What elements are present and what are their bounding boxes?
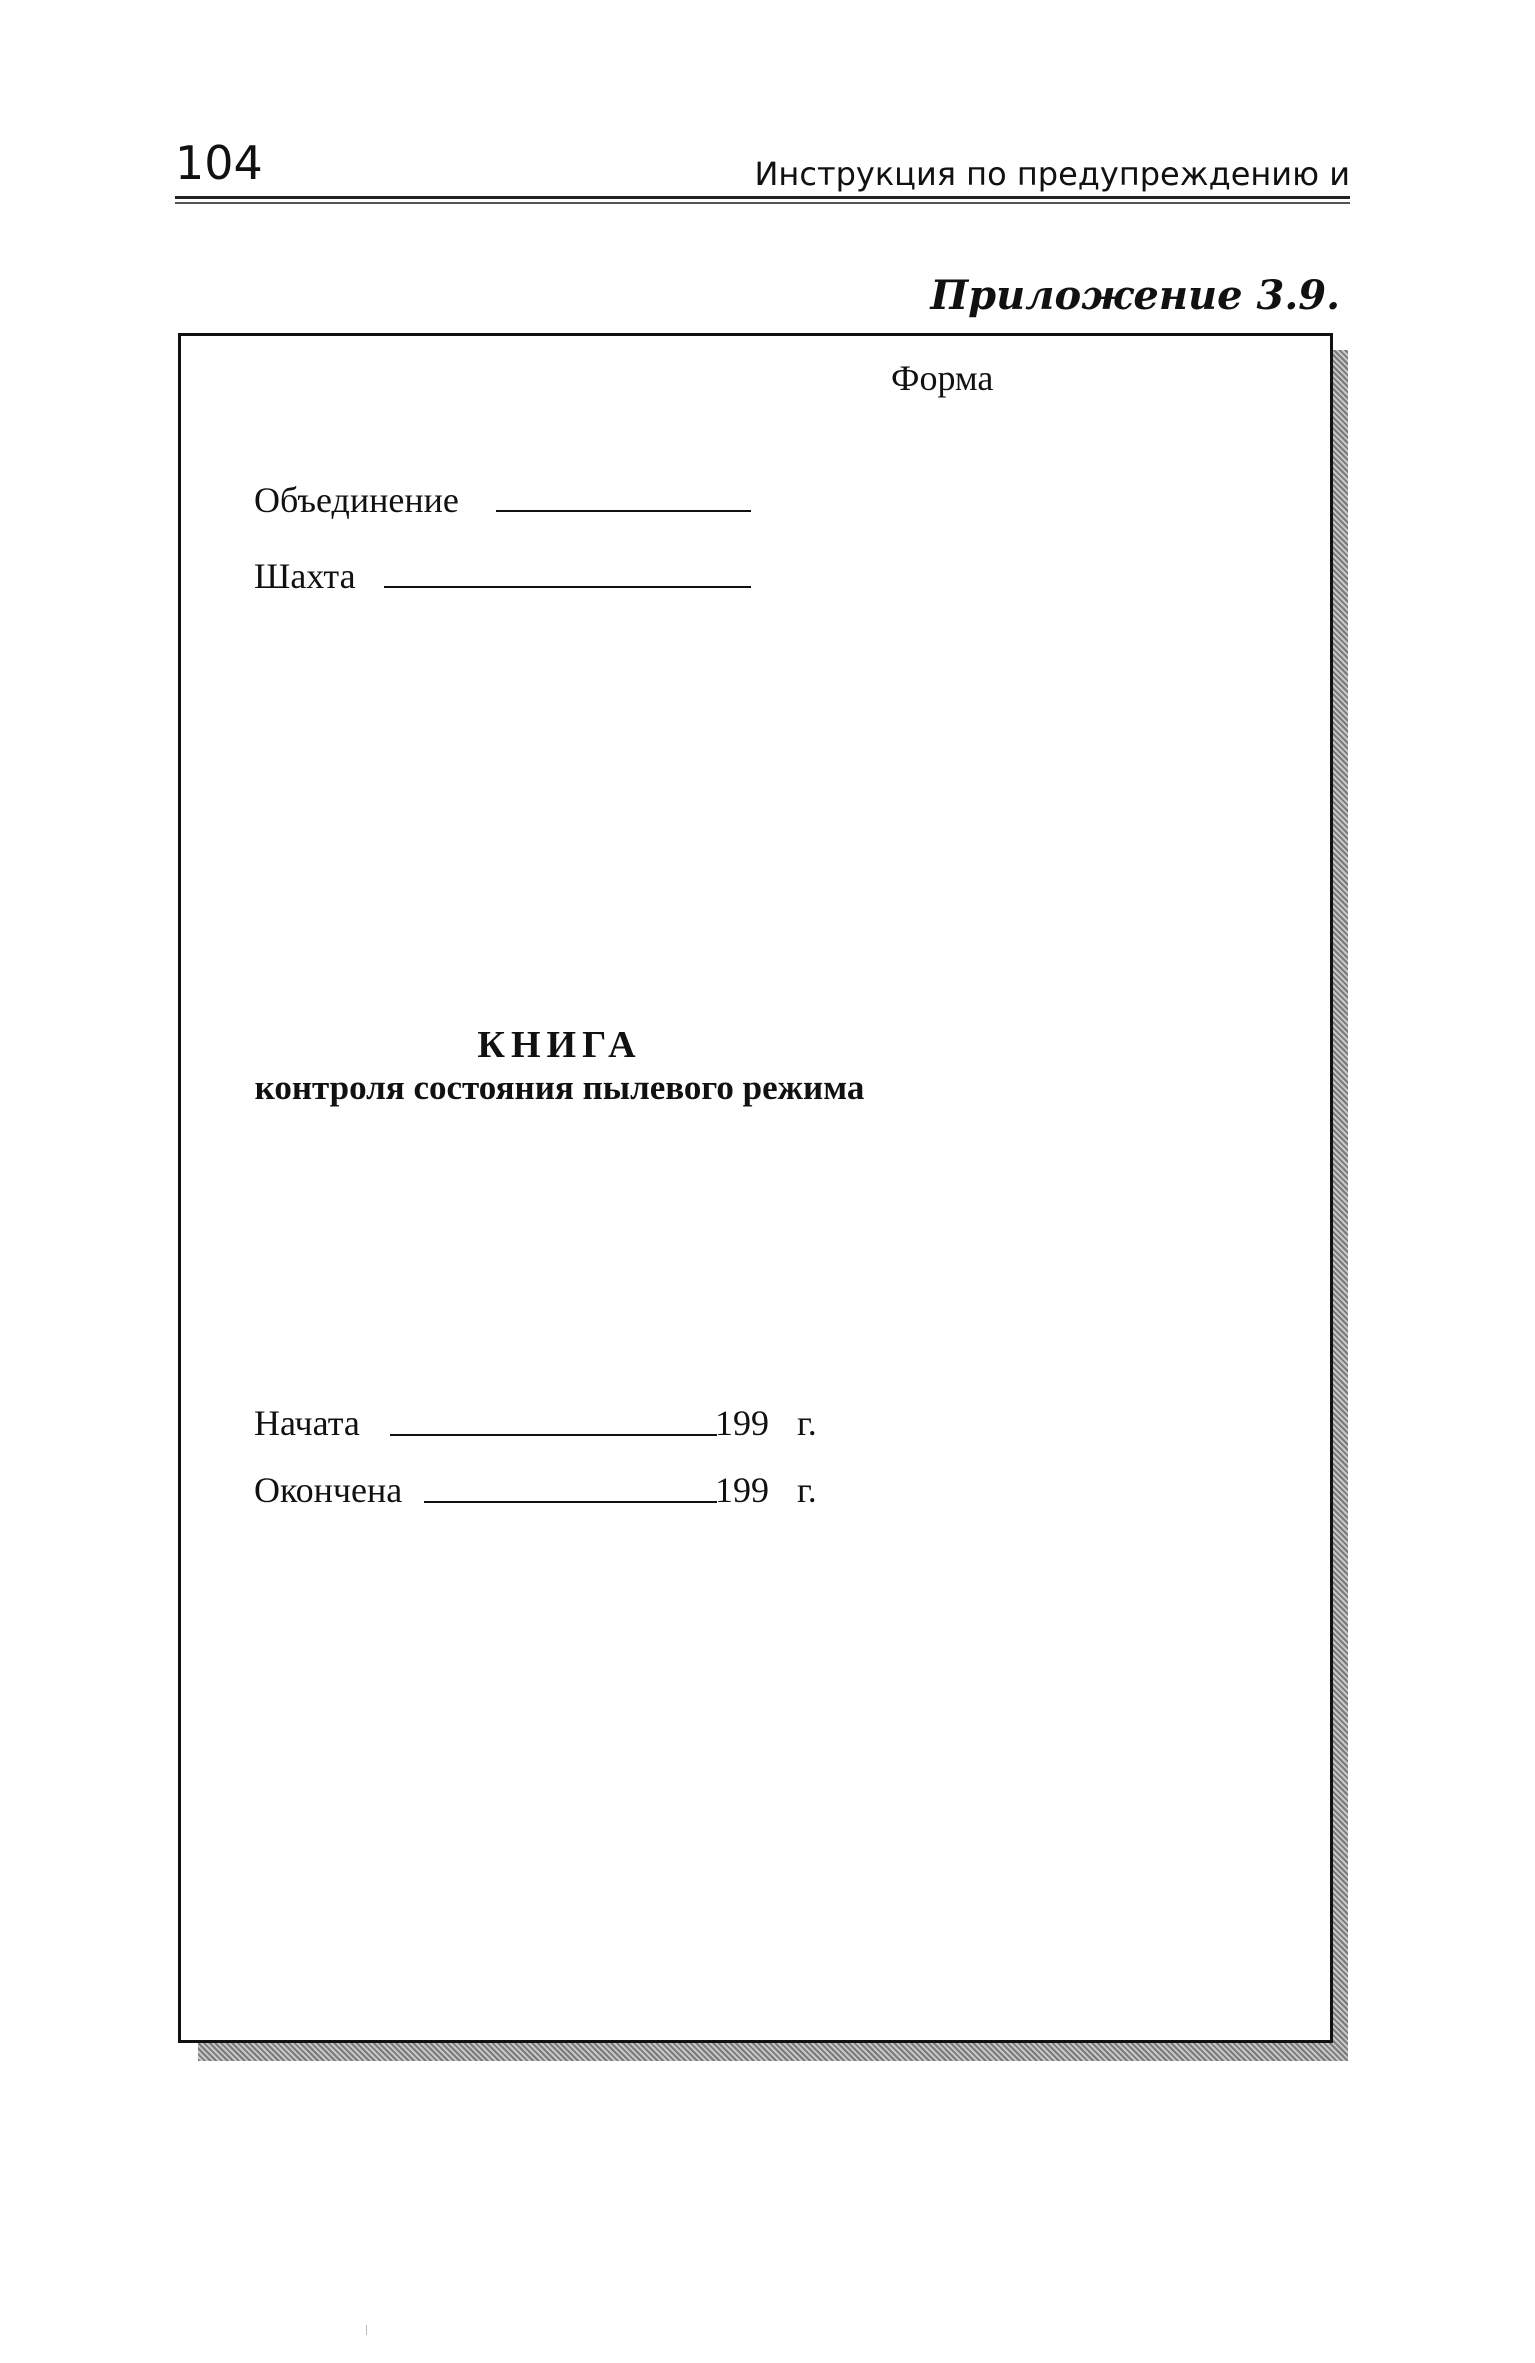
running-title: Инструкция по предупреждению и (754, 155, 1350, 193)
page-header (175, 136, 1350, 200)
started-year-suffix: г. (797, 1403, 817, 1443)
scan-mark (366, 2325, 367, 2335)
book-title: КНИГА (477, 1024, 642, 1066)
started-year: 199 (715, 1403, 769, 1443)
form-content-area (181, 336, 994, 2040)
organization-label: Объединение (254, 480, 459, 520)
ended-year-suffix: г. (797, 1470, 817, 1510)
ended-label: Окончена (254, 1470, 403, 1510)
started-date-line (390, 1434, 717, 1436)
organization-field-line (496, 510, 751, 512)
header-rule (175, 196, 1350, 199)
ended-year: 199 (715, 1470, 769, 1510)
mine-label: Шахта (254, 556, 356, 596)
ended-date-line (424, 1501, 717, 1503)
header-rule-secondary (175, 202, 1350, 204)
book-subtitle: контроля состояния пылевого режима (254, 1068, 865, 1107)
mine-field-line (384, 586, 751, 588)
appendix-label: Приложение 3.9. (930, 272, 1340, 319)
page-number: 104 (175, 136, 263, 190)
started-label: Начата (254, 1403, 360, 1443)
form-label: Форма (891, 358, 994, 398)
form-box (178, 333, 1333, 2043)
